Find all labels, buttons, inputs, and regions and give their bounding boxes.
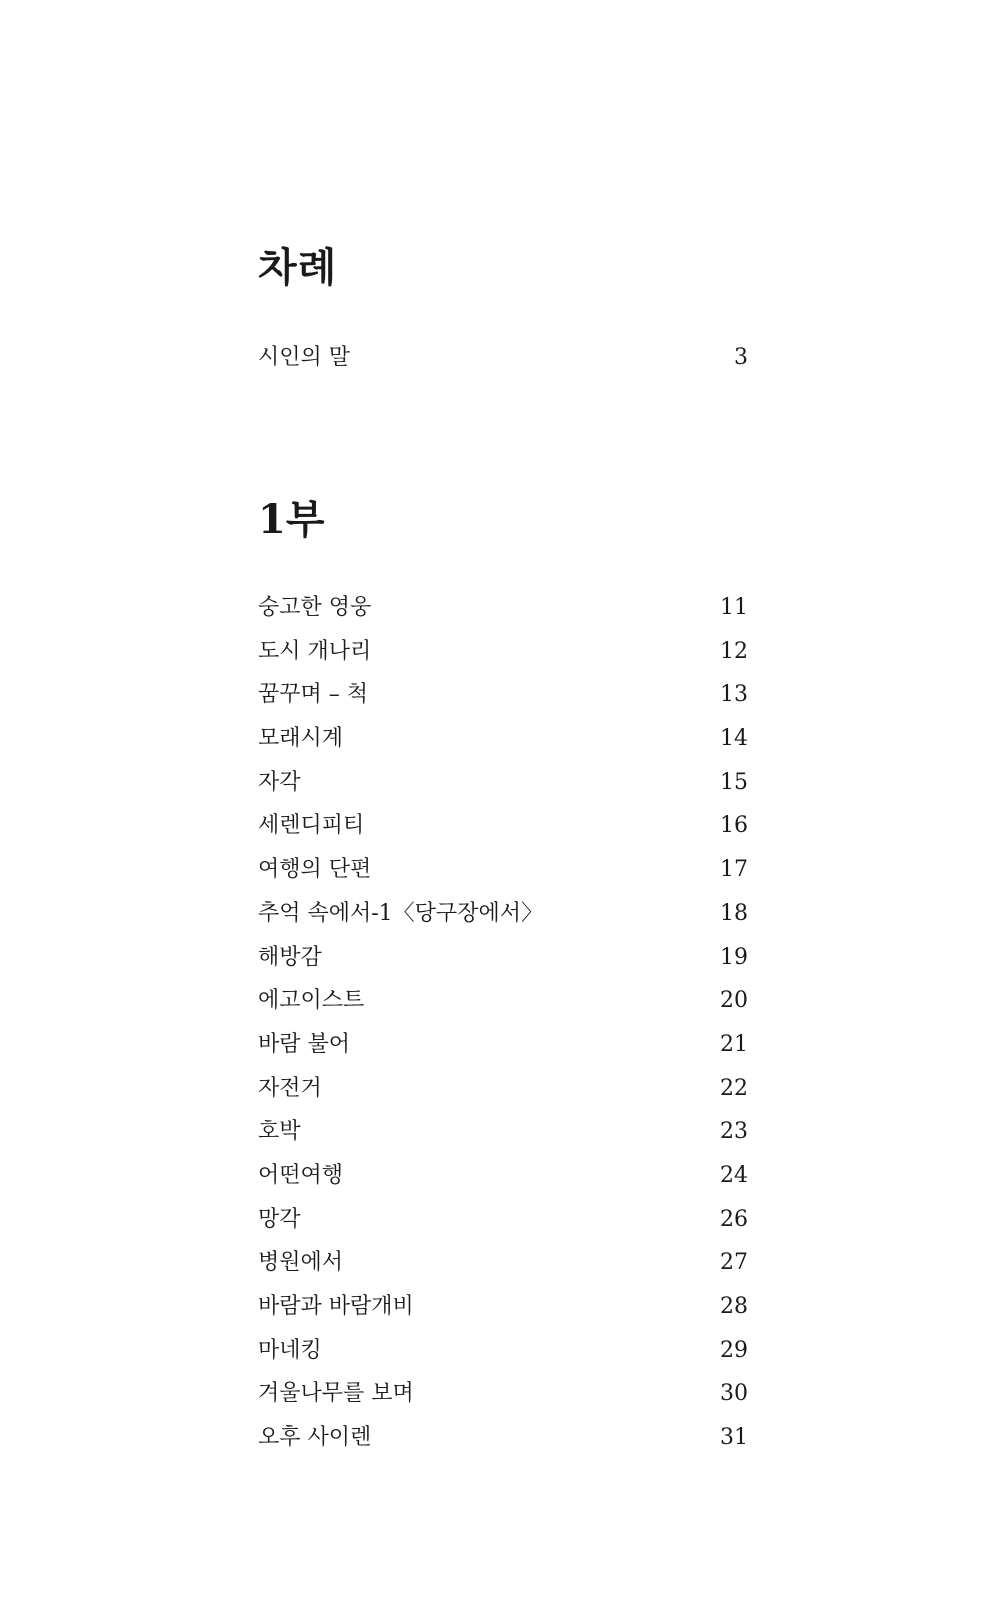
toc-entry[interactable] [258,1293,748,1337]
entry-page-number: 15 [720,769,748,795]
entry-page-number: 26 [720,1206,748,1232]
part-title: 1부 [258,496,325,543]
toc-entry[interactable] [258,594,748,638]
entry-page-number: 16 [720,813,748,839]
entry-page-number: 11 [720,595,748,620]
toc-entry[interactable] [258,900,748,944]
toc-entry[interactable] [258,1337,748,1381]
entry-title: 병원에서 [258,1250,344,1276]
entry-title: 어떤여행 [258,1162,344,1188]
entry-page-number: 19 [720,944,748,970]
toc-title: 차례 [258,244,338,291]
toc-entry[interactable] [258,944,748,988]
toc-entry[interactable] [258,725,748,769]
entry-page-number: 27 [720,1250,748,1276]
entry-title: 마네킹 [258,1337,322,1363]
entry-page-number: 21 [720,1031,748,1057]
entry-title: 추억 속에서-1〈당구장에서〉 [258,900,543,926]
toc-entry[interactable] [258,681,748,725]
toc-entry[interactable] [258,1031,748,1075]
entry-page-number: 22 [720,1075,748,1101]
entry-title: 에고이스트 [258,988,365,1014]
entry-title: 여행의 단편 [258,857,372,883]
entry-page-number: 23 [720,1119,748,1145]
toc-entry[interactable] [258,769,748,813]
toc-entry-preface[interactable] [258,344,748,388]
entry-title: 오후 사이렌 [258,1425,372,1451]
entry-page-number: 28 [720,1294,748,1319]
toc-entry[interactable] [258,1162,748,1206]
entry-title: 모래시계 [258,726,344,752]
entry-title: 호박 [258,1119,301,1145]
entry-title: 숭고한 영웅 [258,595,372,620]
entry-page-number: 24 [720,1162,748,1188]
entry-page-number: 3 [734,345,748,370]
toc-entry[interactable] [258,856,748,900]
toc-entry[interactable] [258,1424,748,1468]
entry-title: 겨울나무를 보며 [258,1381,414,1407]
toc-entry[interactable] [258,1206,748,1250]
toc-entry[interactable] [258,1249,748,1293]
entry-page-number: 30 [720,1381,748,1407]
entry-title: 세렌디피티 [258,813,365,839]
toc-entry[interactable] [258,812,748,856]
entry-title: 바람 불어 [258,1031,351,1057]
entry-title: 자각 [258,769,301,795]
entry-title: 자전거 [258,1075,322,1101]
entry-title: 꿈꾸며 – 척 [258,682,368,708]
entry-title: 해방감 [258,944,322,970]
entry-page-number: 14 [720,726,748,752]
entry-page-number: 13 [720,682,748,708]
entry-title: 바람과 바람개비 [258,1294,414,1319]
entry-page-number: 31 [720,1425,748,1451]
entry-page-number: 17 [720,857,748,883]
toc-entry[interactable] [258,638,748,682]
entry-title: 망각 [258,1206,301,1232]
toc-entry[interactable] [258,1380,748,1424]
toc-entry[interactable] [258,987,748,1031]
entry-page-number: 29 [720,1337,748,1363]
toc-page [258,0,748,1615]
entry-page-number: 18 [720,900,748,926]
entry-page-number: 20 [720,988,748,1014]
entry-title: 시인의 말 [258,345,351,370]
toc-entry[interactable] [258,1118,748,1162]
toc-entry[interactable] [258,1075,748,1119]
entry-page-number: 12 [720,638,748,664]
entry-title: 도시 개나리 [258,638,372,664]
toc-entry-list [258,594,748,1468]
